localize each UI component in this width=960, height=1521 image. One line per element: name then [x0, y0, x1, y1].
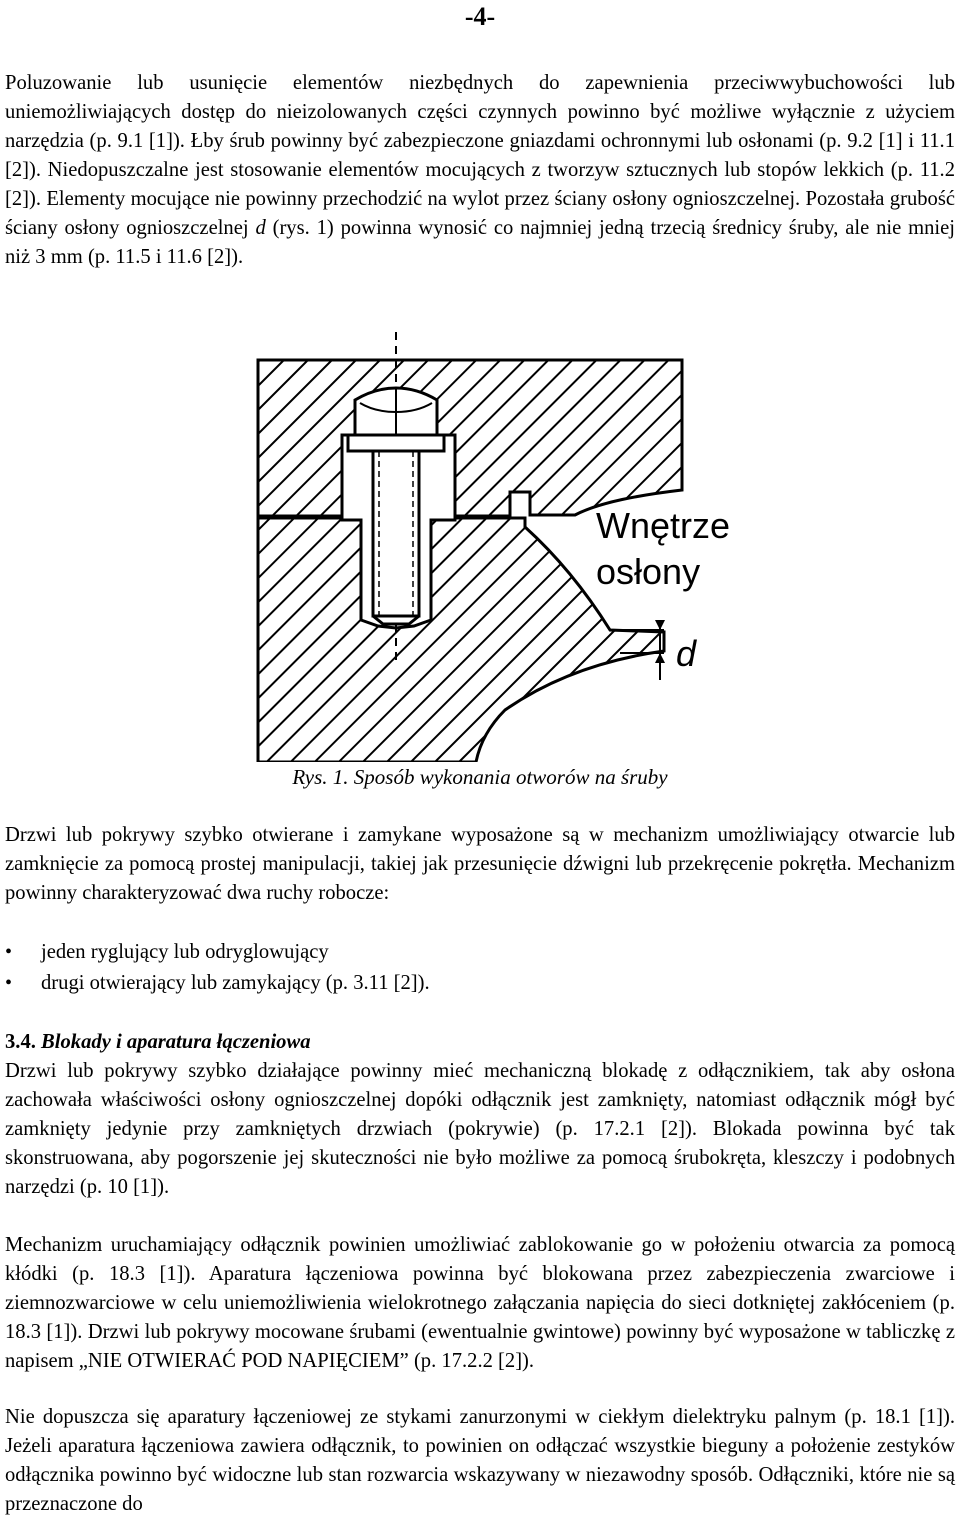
list-item [5, 968, 945, 999]
bolt-shank [373, 451, 419, 616]
bullet-text: jeden ryglujący lub odryglowujący [41, 941, 329, 963]
symbol-d: d [255, 217, 266, 239]
section-paragraph-3: Nie dopuszcza się aparatury łączeniowej ze stykami zanurzonymi w ciekłym dielektryku palnym (p. 18.1 [1]). Jeżeli aparatura łączeniowa zawiera odłącznik, to powinien on odłączać wszystkie bieguny a położenie zestyków odłącznika powinno być widoczne lub stan rozwarcia wskazywany w niezawodny sposób. Odłączniki, które nie są przeznaczone do [5, 1406, 955, 1515]
label-interior-line1: Wnętrze [596, 505, 731, 546]
section-block [5, 1028, 955, 1202]
list-item [5, 937, 945, 968]
washer [348, 435, 444, 451]
figure-caption: Rys. 1. Sposób wykonania otworów na śruby [292, 765, 668, 789]
page-number: -4- [464, 2, 496, 31]
section-heading [5, 1028, 955, 1057]
section-paragraph-2: Mechanizm uruchamiający odłącznik powinien umożliwiać zablokowanie go w położeniu otwarcia za pomocą kłódki (p. 18.3 [1]). Aparatura łączeniowa powinna być blokowana przez zabezpieczenia zwarciowe i ziemnozwarciowe w celu uniemożliwienia wielokrotnego załączania napięcia do sieci dotkniętej zakłóceniem (p. 18.3 [1]). Drzwi lub pokrywy mocowane śrubami (ewentualnie gwintowe) powinny być wyposażone w tabliczkę z napisem „NIE OTWIERAĆ POD NAPIĘCIEM” (p. 17.2.2 [2]). [5, 1234, 955, 1372]
intro-text-a: Poluzowanie lub usunięcie elementów niezbędnych do zapewnienia przeciwwybuchowości lub uniemożliwiających dostęp do nieizolowanych części czynnych powinno być możliwe wyłącznie z użyciem narzędzia (p. 9.1 [1]). Łby śrub powinny być zabezpieczone gniazdami ochronnymi lub osłonami (p. 9.2 [1] i 11.1 [2]). Niedopuszczalne jest stosowanie elementów mocujących z tworzyw sztucznych lub stopów lekkich (p. 11.2 [2]). Elementy mocujące nie powinny przechodzić na wylot przez ściany osłony ognioszczelnej. Pozostała grubość ściany osłony ognioszczelnej [5, 72, 955, 239]
bolt-hole-figure [0, 330, 960, 762]
label-interior-line2: osłony [596, 551, 701, 592]
intro-paragraph [5, 69, 955, 272]
section-title: Blokady i aparatura łączeniowa [41, 1031, 311, 1053]
flange-top [258, 360, 682, 516]
bullet-icon: • [5, 972, 13, 994]
bullet-list [5, 937, 945, 999]
bullet-text: drugi otwierający lub zamykający (p. 3.11 [2]). [41, 972, 430, 994]
bullet-icon: • [5, 941, 13, 963]
section-paragraph-1: Drzwi lub pokrywy szybko działające powinny mieć mechaniczną blokadę z odłącznikiem, tak aby osłona zachowała właściwości osłony ognioszczelnej dopóki odłącznik jest zamknięty, natomiast odłącznik mógł być zamknięty jedynie przy zamkniętych drzwiach (pokrywie) (p. 17.2.1 [2]). Blokada powinna być tak skonstruowana, aby pogorszenie jej skuteczności nie było możliwe za pomocą śrubokręta, kleszczy i podobnych narzędzi (p. 10 [1]). [5, 1060, 955, 1198]
doors-paragraph: Drzwi lub pokrywy szybko otwierane i zamykane wyposażone są w mechanizm umożliwiający otwarcie lub zamknięcie za pomocą prostej manipulacji, takiej jak przesunięcie dźwigni lub przekręcenie pokrętła. Mechanizm powinny charakteryzować dwa ruchy robocze: [5, 824, 955, 904]
section-number: 3.4. [5, 1031, 36, 1053]
label-d: d [676, 633, 697, 674]
intro-text-b: (rys. 1) powinna wynosić co najmniej jedną trzecią średnicy śruby, ale nie mniej niż 3 mm (p. 11.5 i 11.6 [2]). [5, 217, 955, 268]
